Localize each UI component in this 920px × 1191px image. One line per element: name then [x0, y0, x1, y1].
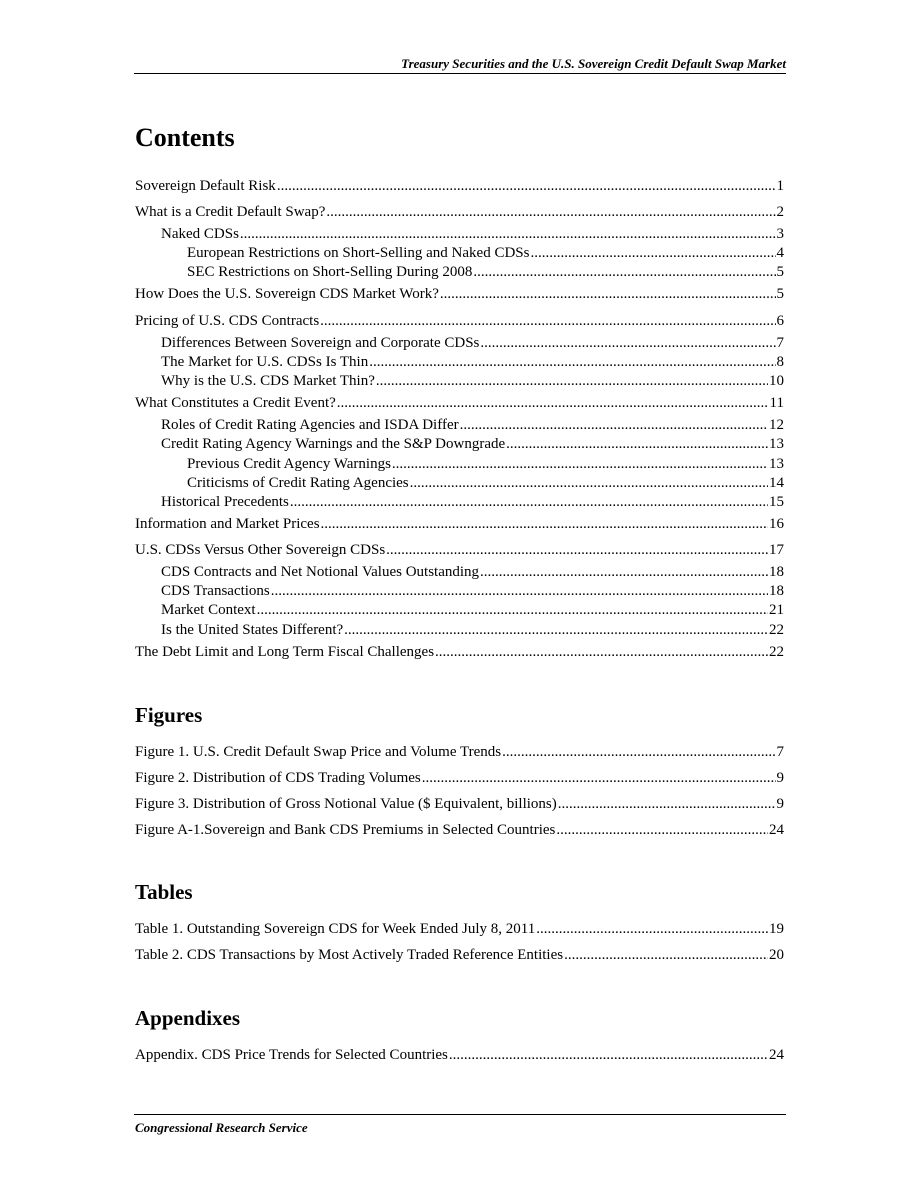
toc-entry[interactable]: Naked CDSs ..... 3 — [161, 224, 784, 244]
toc-entry[interactable]: Criticisms of Credit Rating Agencies ..... 14 — [187, 473, 784, 493]
toc-entry[interactable]: Previous Credit Agency Warnings ..... 13 — [187, 454, 784, 474]
figure-entry[interactable]: Figure 1. U.S. Credit Default Swap Price and Volume Trends ..... 7 — [135, 742, 784, 762]
tables-heading: Tables — [135, 880, 193, 904]
running-footer: Congressional Research Service — [135, 1120, 308, 1135]
figure-entry[interactable]: Figure A-1.Sovereign and Bank CDS Premiums in Selected Countries ..... 24 — [135, 820, 784, 840]
toc-entry[interactable]: The Debt Limit and Long Term Fiscal Challenges ..... 22 — [135, 642, 784, 662]
header-rule — [134, 73, 786, 74]
toc-entry[interactable]: Why is the U.S. CDS Market Thin? ..... 10 — [161, 371, 784, 391]
toc-entry[interactable]: European Restrictions on Short-Selling and Naked CDSs ..... 4 — [187, 243, 784, 263]
appendixes-heading: Appendixes — [135, 1006, 241, 1030]
toc-entry[interactable]: U.S. CDSs Versus Other Sovereign CDSs ..... 17 — [135, 540, 784, 560]
toc-entry[interactable]: Differences Between Sovereign and Corporate CDSs ..... 7 — [161, 333, 784, 353]
footer-rule — [134, 1114, 786, 1115]
figure-entry[interactable]: Figure 2. Distribution of CDS Trading Volumes ..... 9 — [135, 768, 784, 788]
running-header: Treasury Securities and the U.S. Sovereign Credit Default Swap Market — [401, 56, 786, 71]
toc-entry[interactable]: CDS Transactions ..... 18 — [161, 581, 784, 601]
contents-heading: Contents — [135, 123, 235, 152]
toc-entry[interactable]: What is a Credit Default Swap? ..... 2 — [135, 202, 784, 222]
appendix-entry[interactable]: Appendix. CDS Price Trends for Selected Countries ..... 24 — [135, 1045, 784, 1065]
toc-entry[interactable]: Sovereign Default Risk ..... 1 — [135, 176, 784, 196]
toc-entry[interactable]: Information and Market Prices ..... 16 — [135, 514, 784, 534]
toc-entry[interactable]: Credit Rating Agency Warnings and the S&P Downgrade ..... 13 — [161, 434, 784, 454]
toc-entry[interactable]: What Constitutes a Credit Event? ..... 11 — [135, 393, 784, 413]
toc-entry[interactable]: Market Context ..... 21 — [161, 600, 784, 620]
figures-heading: Figures — [135, 703, 203, 727]
figure-entry[interactable]: Figure 3. Distribution of Gross Notional Value ($ Equivalent, billions) ..... 9 — [135, 794, 784, 814]
toc-entry[interactable]: Historical Precedents ..... 15 — [161, 492, 784, 512]
toc-entry[interactable]: CDS Contracts and Net Notional Values Outstanding ..... 18 — [161, 562, 784, 582]
table-entry[interactable]: Table 1. Outstanding Sovereign CDS for Week Ended July 8, 2011 ..... 19 — [135, 919, 784, 939]
toc-entry[interactable]: The Market for U.S. CDSs Is Thin ..... 8 — [161, 352, 784, 372]
table-entry[interactable]: Table 2. CDS Transactions by Most Actively Traded Reference Entities ..... 20 — [135, 945, 784, 965]
toc-entry[interactable]: Pricing of U.S. CDS Contracts ..... 6 — [135, 311, 784, 331]
toc-entry[interactable]: How Does the U.S. Sovereign CDS Market Work? ..... 5 — [135, 284, 784, 304]
toc-entry[interactable]: Is the United States Different? ..... 22 — [161, 620, 784, 640]
toc-entry[interactable]: SEC Restrictions on Short-Selling During 2008 ..... 5 — [187, 262, 784, 282]
toc-entry[interactable]: Roles of Credit Rating Agencies and ISDA Differ ..... 12 — [161, 415, 784, 435]
